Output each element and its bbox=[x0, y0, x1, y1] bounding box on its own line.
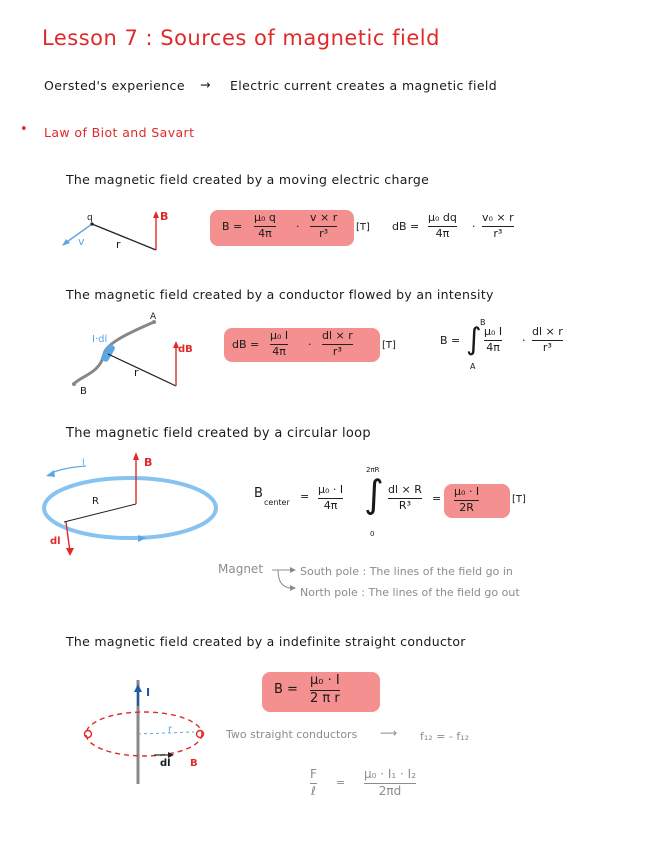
law-label: Law of Biot and Savart bbox=[44, 125, 195, 140]
section1-heading: The magnetic field created by a moving electric charge bbox=[66, 172, 430, 187]
s3-lhs: B bbox=[254, 486, 263, 501]
s3-int-bot: 0 bbox=[370, 530, 375, 538]
magnet-north: North pole : The lines of the field go out bbox=[300, 586, 520, 599]
s3-den2: R³ bbox=[398, 498, 411, 512]
s1-f2-lhs: dB = bbox=[392, 220, 420, 233]
s3-num3: μ₀ · I bbox=[454, 485, 480, 498]
s2-f2-frac1 bbox=[484, 326, 502, 354]
s3-unit: [T] bbox=[512, 494, 526, 505]
two-conductors-arrow: ⟶ bbox=[380, 726, 398, 740]
wire-r-label: r bbox=[168, 724, 173, 735]
s2-integral-sign: ∫ bbox=[466, 322, 482, 357]
s3-integral-sign: ∫ bbox=[364, 472, 384, 516]
s1-f1-num2: v × r bbox=[310, 211, 338, 224]
s1-f2-num2: v₀ × r bbox=[482, 211, 514, 224]
s2-f1-frac1 bbox=[270, 330, 288, 358]
loop-b-label: B bbox=[144, 456, 153, 469]
s2-f1-num2: dl × r bbox=[322, 329, 353, 342]
loop-r-label: R bbox=[92, 496, 99, 507]
point-b-label: B bbox=[80, 386, 87, 397]
idl-label: I·dl bbox=[92, 334, 108, 345]
s4-force-num1: F bbox=[310, 767, 317, 781]
s2-f2-frac2 bbox=[532, 326, 563, 354]
magnet-branch-arrows bbox=[270, 564, 300, 594]
s4-force-den2: 2πd bbox=[378, 783, 402, 798]
s2-f2-den1: 4π bbox=[486, 340, 500, 354]
s1-f2-num1: μ₀ dq bbox=[428, 211, 457, 224]
s1-f1-den2: r³ bbox=[319, 226, 329, 240]
straight-conductor-diagram bbox=[76, 666, 226, 796]
magnet-south: South pole : The lines of the field go in bbox=[300, 565, 513, 578]
s4-num: μ₀ · I bbox=[310, 673, 340, 688]
s2-f2-dot: · bbox=[522, 334, 526, 347]
s1-f2-frac1 bbox=[428, 212, 457, 240]
s4-force-frac1 bbox=[310, 768, 317, 799]
r2-label: r bbox=[134, 366, 139, 379]
s2-f1-frac2 bbox=[322, 330, 353, 358]
s1-f1-frac1 bbox=[254, 212, 276, 240]
s4-frac bbox=[310, 674, 340, 707]
s3-frac2 bbox=[388, 484, 422, 512]
s3-eq1: = bbox=[300, 490, 310, 503]
oersted-right: Electric current creates a magnetic field bbox=[230, 78, 498, 93]
s2-f1-den1: 4π bbox=[272, 344, 286, 358]
two-conductors-result: f₁₂ = - f₁₂ bbox=[420, 730, 470, 743]
s2-f2-num1: μ₀ I bbox=[484, 325, 503, 338]
s1-f2-den2: r³ bbox=[493, 226, 503, 240]
s1-f1-unit: [T] bbox=[356, 222, 370, 233]
s3-int-top: 2πR bbox=[366, 466, 380, 474]
s3-eq2: = bbox=[432, 492, 442, 505]
s3-frac1 bbox=[318, 484, 343, 512]
s3-den3: 2R bbox=[459, 500, 474, 514]
s1-f2-den1: 4π bbox=[435, 226, 450, 240]
db-label: dB bbox=[178, 344, 193, 355]
s1-f2-frac2 bbox=[482, 212, 514, 240]
s2-f1-lhs: dB = bbox=[232, 338, 260, 351]
oersted-arrow: → bbox=[200, 77, 211, 92]
s3-num1: μ₀ · I bbox=[318, 483, 344, 496]
field-b-label: B bbox=[160, 210, 169, 223]
s2-f1-dot: · bbox=[308, 338, 312, 351]
charge-q-label: q bbox=[87, 213, 93, 223]
s1-f1-den1: 4π bbox=[258, 226, 272, 240]
velocity-label: v bbox=[78, 235, 85, 248]
wire-b-label: B bbox=[190, 758, 198, 769]
s1-f1-frac2 bbox=[310, 212, 337, 240]
s4-lhs: B = bbox=[274, 682, 298, 697]
wire-dl-label: dl bbox=[160, 758, 171, 769]
wire-i-label: I bbox=[146, 686, 151, 699]
oersted-left: Oersted's experience bbox=[44, 78, 185, 93]
s2-f1-unit: [T] bbox=[382, 340, 396, 351]
s2-f1-den2: r³ bbox=[332, 344, 342, 358]
s4-force-frac2 bbox=[364, 768, 416, 799]
point-a-label: A bbox=[150, 312, 157, 322]
loop-dl-label: dl bbox=[50, 536, 61, 547]
s1-f2-dot: · bbox=[472, 220, 476, 233]
s1-f1-dot: · bbox=[296, 220, 300, 233]
r-label: r bbox=[116, 238, 121, 251]
s4-force-eq: = bbox=[336, 776, 346, 789]
s4-force-den1: ℓ bbox=[310, 783, 316, 798]
s3-den1: 4π bbox=[323, 498, 338, 512]
s4-force-num2: μ₀ · I₁ · I₂ bbox=[364, 767, 417, 781]
s1-f1-lhs: B = bbox=[222, 220, 243, 233]
s2-f1-num1: μ₀ I bbox=[270, 329, 289, 342]
s2-int-top: B bbox=[480, 318, 486, 327]
two-conductors-text: Two straight conductors bbox=[226, 728, 358, 741]
s1-f1-num1: μ₀ q bbox=[254, 211, 276, 224]
s2-int-bot: A bbox=[470, 362, 476, 371]
s3-num2: dl × R bbox=[388, 483, 422, 496]
law-bullet: • bbox=[20, 122, 28, 137]
circular-loop-diagram bbox=[36, 448, 236, 568]
s2-f2-num2: dl × r bbox=[532, 325, 563, 338]
conductor-diagram bbox=[66, 314, 196, 394]
section2-heading: The magnetic field created by a conductor flowed by an intensity bbox=[66, 287, 494, 302]
s2-f2-lhs: B = bbox=[440, 334, 461, 347]
s4-den: 2 π r bbox=[310, 690, 340, 706]
magnet-label: Magnet bbox=[218, 562, 264, 576]
section3-heading: The magnetic field created by a circular loop bbox=[66, 426, 371, 441]
section4-heading: The magnetic field created by a indefinite straight conductor bbox=[66, 634, 466, 649]
page-title: Lesson 7 : Sources of magnetic field bbox=[42, 26, 440, 50]
s3-lhs-sub: center bbox=[264, 498, 290, 507]
loop-i-label: I bbox=[82, 458, 85, 468]
s2-f2-den2: r³ bbox=[542, 340, 552, 354]
s3-frac3 bbox=[454, 486, 479, 514]
